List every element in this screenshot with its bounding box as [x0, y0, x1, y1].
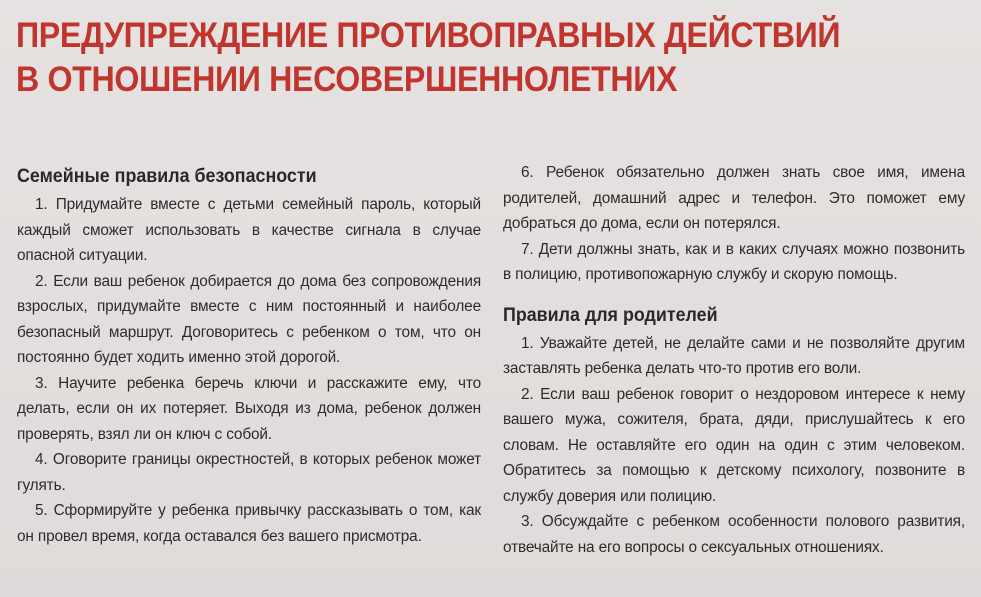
parent-rule-3: 3. Обсуждайте с ребенком особенности полового развития, отвечайте на его вопросы о сексуальных отношениях.: [503, 513, 965, 556]
left-column: [17, 165, 481, 549]
parent-rule-2: 2. Если ваш ребенок говорит о нездоровом интересе к нему вашего мужа, сожителя, брата, дяди, прислушайтесь к его словам. Не оставляйте его один на один с этим человеком. Обратитесь за помощью к детскому психологу, позвоните в службу доверия или полицию.: [503, 385, 965, 505]
family-rule-5: 5. Сформируйте у ребенка привычку рассказывать о том, как он провел время, когда оставался без вашего присмотра.: [17, 502, 481, 545]
family-rule-7: 7. Дети должны знать, как и в каких случаях можно позвонить в полицию, противопожарную службу и скорую помощь.: [503, 240, 965, 283]
parent-rules-heading: Правила для родителей: [503, 304, 718, 326]
page-title: [16, 14, 890, 102]
family-rules-heading: Семейные правила безопасности: [17, 166, 317, 187]
family-rule-1: 1. Придумайте вместе с детьми семейный пароль, который каждый сможет использовать в качестве сигнала в случае опасной ситуации.: [17, 196, 481, 264]
right-column: [503, 160, 965, 560]
title-line-2: В ОТНОШЕНИИ НЕСОВЕРШЕННОЛЕТНИХ: [16, 60, 678, 99]
family-rule-4: 4. Оговорите границы окрестностей, в которых ребенок может гулять.: [17, 451, 481, 494]
family-rule-3: 3. Научите ребенка беречь ключи и расскажите ему, что делать, если он их потеряет. Выходя из дома, ребенок должен проверять, взял ли он ключ с собой.: [17, 374, 481, 443]
family-rule-2: 2. Если ваш ребенок добирается до дома без сопровождения взрослых, придумайте вместе с ним постоянный и наиболее безопасный маршрут. Договоритесь с ребенком о том, что он постоянно будет ходить именно этой дорогой.: [17, 272, 481, 366]
family-rule-6: 6. Ребенок обязательно должен знать свое имя, имена родителей, домашний адрес и телефон. Это поможет ему добраться до дома, если он потерялся.: [503, 164, 965, 232]
title-line-1: ПРЕДУПРЕЖДЕНИЕ ПРОТИВОПРАВНЫХ ДЕЙСТВИЙ: [16, 16, 841, 55]
parent-rule-1: 1. Уважайте детей, не делайте сами и не позволяйте другим заставлять ребенка делать что-то против его воли.: [503, 334, 965, 377]
